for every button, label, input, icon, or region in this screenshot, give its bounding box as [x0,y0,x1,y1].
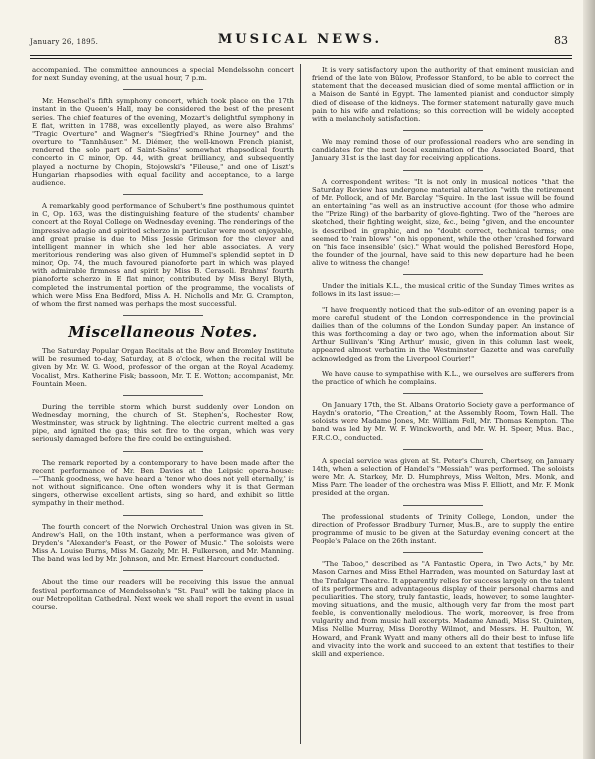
article-paragraph: Mr. Henschel's fifth symphony concert, which took place on the 17th instant in the Queen's Hall, may be considered the best of the present series. The chief features of the evening, Mozart's delightful symphony in E flat, written in 1788, was excellently played, as were also Brahms' "Tragic Overture" and Wagner's "Siegfried's Rhine Journey" and the overture to "Tannhäuser." M. Diémer, the well-known French pianist, rendered the solo part of Saint-Saëns' somewhat rhapsodical fourth concerto in C minor, Op. 44, with great brilliancy, and subsequently played a nocturne by Chopin, Stojowski's "Fileuse," and one of Liszt's Hungarian rhapsodies with equal facility and acceptance, to a large audience. [32,97,294,187]
article-paragraph: During the terrible storm which burst suddenly over London on Wednesday morning, the church of St. Stephen's, Rochester Row, Westminster, was struck by lightning. The electric current melted a gas pipe, and ignited the gas; this set fire to the organ, which was very seriously damaged before the fire could be extinguished. [32,402,294,444]
header-rule [30,55,572,56]
page-header [30,32,570,50]
article-paragraph: A correspondent writes: "It is not only in musical notices "that the Saturday Review has undergone material alteration "with the retirement of Mr. Pollock, and of Mr. Barclay "Squire. In the last issue will be found an entertaining "as well as an instructive account (for those who admire the "Prize Ring) of the barbarity of glove-fighting. Two of the "heroes are sketched, their fighting weight, size, &c., being "given, and the encounter is described in graphic, and no "doubt correct, technical terms; one seemed to 'rain blows' "on his opponent, while the other 'crashed forward on "his face insensible' (sic)." What would the polished Beresford Hope, the founder of the journal, have said to this new departure had he been alive to witness the change! [312,177,574,268]
article-separator [403,552,483,553]
article-separator [123,315,203,316]
article-paragraph: A remarkably good performance of Schubert's fine posthumous quintet in C, Op. 163, was the distinguishing feature of the students' chamber concert at the Royal College on Wednesday evening. The renderings of the impressive adagio and spirited scherzo in particular were most enjoyable, and great praise is due to Miss Jessie Grimson for the clever and intelligent manner in which she led her able associates. A very meritorious rendering was also given of Hummel's splendid septet in D minor, Op. 74, the much favoured pianoforte part in which was played with admirable firmness and spirit by Miss B. Cerasoli. Brahms' fourth pianoforte scherzo in E flat minor, contributed by Miss Beryl Blyth, completed the instrumental portion of the programme, the vocalists of which were Miss Ena Bedford, Miss A. H. Nicholls and Mr. G. Crampton, of whom the first named was perhaps the most successful. [32,202,294,308]
article-paragraph: We have cause to sympathise with K.L., we ourselves are sufferers from the practice of which he complains. [312,369,574,386]
article-paragraph: On January 17th, the St. Albans Oratorio Society gave a performance of Haydn's oratorio, "The Creation," at the Assembly Room, Town Hall. The soloists were Madame Jones, Mr. William Fell, Mr. Thomas Kempton. The band was led by Mr. W. F. Winckworth, and Mr. W. H. Speer, Mus. Bac., F.R.C.O., conducted. [312,401,574,442]
article-paragraph: "I have frequently noticed that the sub-editor of an evening paper is a more careful student of the London correspondence in the provincial dailies than of the columns of the London Sunday paper. An instance of this was forthcoming a day or two ago, when the information about Sir Arthur Sullivan's 'King Arthur' music, given in this column last week, appeared almost verbatim in the Westminster Gazette and was carefully acknowledged as from the Liverpool Courier!" [312,305,574,363]
article-paragraph: The remark reported by a contemporary to have been made after the recent performance of Mr. Ben Davies at the Leipsic opera-house:—"Thank goodness, we have heard a 'tenor who does not yell eternally,' is not without significance. One often wonders why it is that German singers, otherwise excellent artists, sing so hard, and exhibit so little sympathy in their method. [32,458,294,508]
article-paragraph: accompanied. The committee announces a special Mendelssohn concert for next Sunday evening, at the usual hour, 7 p.m. [32,66,294,83]
article-separator [403,393,483,394]
article-separator [403,170,483,171]
article-separator [403,505,483,506]
header-rule-thin [30,58,572,59]
article-paragraph: The Saturday Popular Organ Recitals at the Bow and Bromley Institute will be resumed to-day, Saturday, at 8 o'clock, when the recital will be given by Mr. W. G. Wood, professor of the organ at the Royal Academy. Vocalist, Mrs. Katherine Fisk; bassoon, Mr. T. E. Wotton; accompanist, Mr. Fountain Meen. [32,347,294,388]
column-divider [300,64,301,744]
right-column [312,66,574,665]
article-paragraph: A special service was given at St. Peter's Church, Chertsey, on January 14th, when a selection of Handel's "Messiah" was performed. The soloists were Mr. A. Starkey, Mr. D. Humphreys, Miss Welton, Mrs. Monk, and Miss Parr. The leader of the orchestra was Miss F. Elliott, and Mr. F. Monk presided at the organ. [312,456,574,498]
masthead-title: MUSICAL NEWS. [217,32,383,47]
page-spine-shadow [583,0,595,759]
issue-date: January 26, 1895. [30,38,99,46]
article-separator [123,194,203,195]
article-paragraph: About the time our readers will be receiving this issue the annual festival performance of Mendelssohn's "St. Paul" will be taking place in our Metropolitan Cathedral. Next week we shall report the event in usual course. [32,578,294,611]
article-separator [123,89,203,90]
article-separator [123,515,203,516]
section-heading: Miscellaneous Notes. [68,323,258,342]
page-number: 83 [554,34,568,47]
article-separator [123,570,203,571]
article-paragraph: It is very satisfactory upon the authority of that eminent musician and friend of the late von Bülow, Professor Stanford, to be able to correct the statement that the deceased musician died of some mental affliction or in a Maison de Santé in Egypt. The lamented pianist and conductor simply died of disease of the kidneys. The former statement naturally gave much pain to his wife and relations; so this correction will be widely accepted with a melancholy satisfaction. [312,66,574,123]
article-separator [403,130,483,131]
article-paragraph: The fourth concert of the Norwich Orchestral Union was given in St. Andrew's Hall, on the 10th instant, when a performance was given of Dryden's "Alexander's Feast, or the Power of Music." The soloists were Miss A. Louise Burns, Miss M. Gazely, Mr. H. Fulkerson, and Mr. Manning. The band was led by Mr. Johnson, and Mr. Ernest Harcourt conducted. [32,522,294,564]
article-paragraph: "The Taboo," described as "A Fantastic Opera, in Two Acts," by Mr. Mason Carnes and Miss Ethel Harraden, was mounted on Saturday last at the Trafalgar Theatre. It apparently relies for success largely on the talent of its performers and advantageous display of their personal charms and peculiarities. The story, truly fantastic, leads, however, to some laughter-moving situations, and the music, although very far from the most part feeble, is conventionally melodious. The work, moreover, is free from vulgarity and from music hall excerpts. Madame Amadi, Miss St. Quinten, Miss Nellie Murray, Miss Dorothy Wilmot, and Messrs. H. Paulton, W. Howard, and Frank Wyatt and many others all do their best to infuse life and vivacity into the work and succeed to an extent that testifies to their skill and experience. [312,560,574,658]
article-separator [403,449,483,450]
article-separator [403,274,483,275]
article-paragraph: We may remind those of our professional readers who are sending in candidates for the next local examination of the Associated Board, that January 31st is the last day for receiving applications. [312,138,574,163]
article-paragraph: Under the initials K.L., the musical critic of the Sunday Times writes as follows in its last issue:— [312,282,574,299]
left-column [32,66,294,618]
article-separator [123,451,203,452]
article-paragraph: The professional students of Trinity College, London, under the direction of Professor Bradbury Turner, Mus.B., are to supply the entire programme of music to be given at the Saturday evening concert at the People's Palace on the 26th instant. [312,512,574,546]
article-separator [123,395,203,396]
